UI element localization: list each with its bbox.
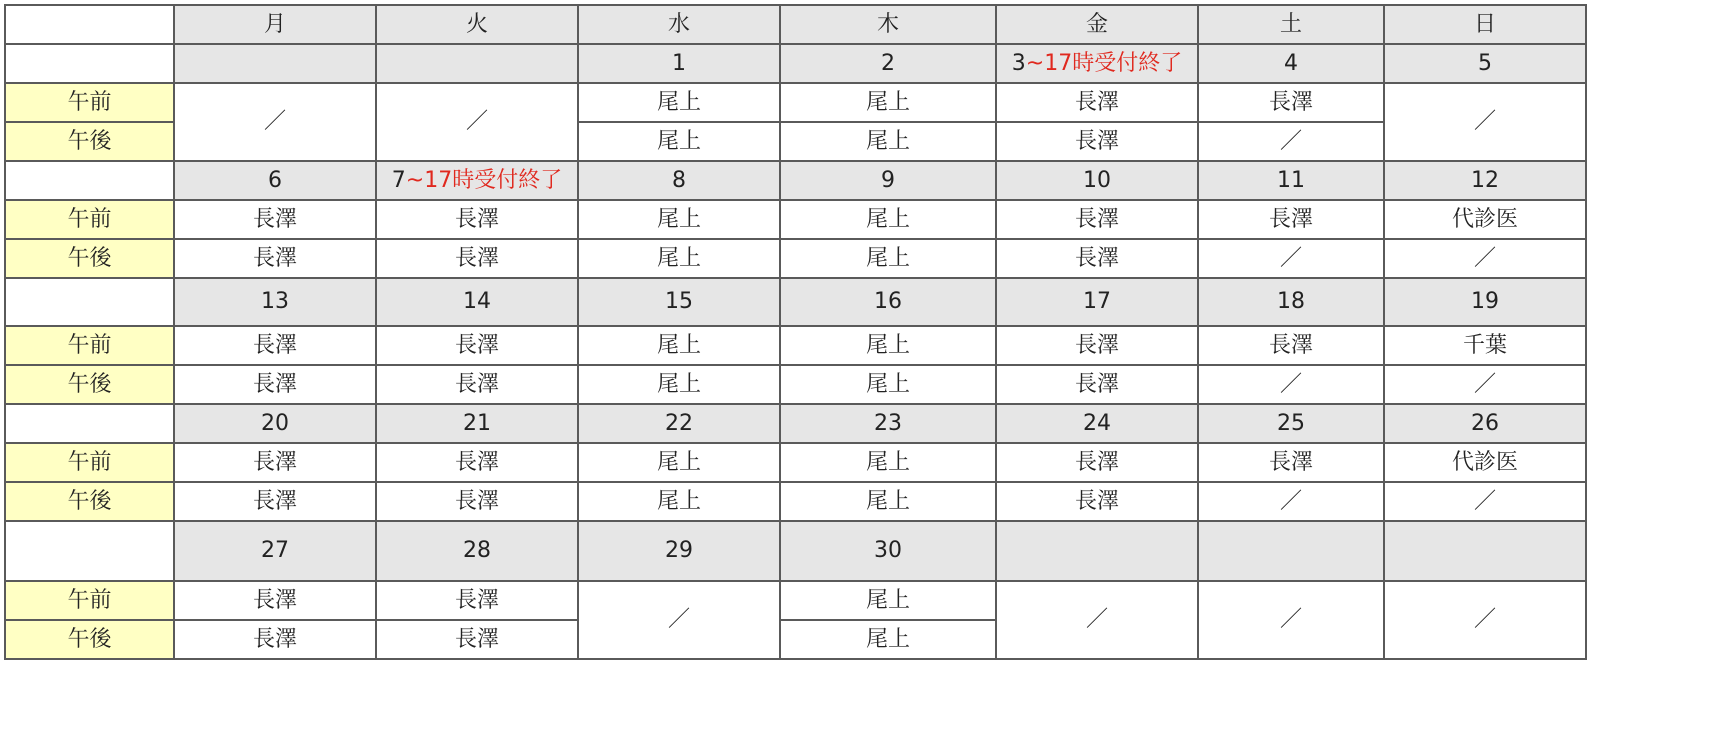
date-cell: 27 bbox=[175, 522, 375, 580]
am-row-week-5 bbox=[6, 582, 1585, 619]
am-row-week-4 bbox=[6, 444, 1585, 481]
doctor-cell: 長澤 bbox=[997, 327, 1197, 364]
doctor-cell: 長澤 bbox=[377, 483, 577, 520]
date-cell-with-notice bbox=[997, 45, 1197, 82]
closed-cell: ／ bbox=[1385, 84, 1585, 160]
pm-row-week-2 bbox=[6, 240, 1585, 277]
doctor-cell: 長澤 bbox=[997, 84, 1197, 121]
date-row-week-4 bbox=[6, 405, 1585, 442]
doctor-cell: 長澤 bbox=[997, 444, 1197, 481]
am-label: 午前 bbox=[6, 582, 173, 619]
date-row-label bbox=[6, 522, 173, 580]
date-cell: 8 bbox=[579, 162, 779, 199]
doctor-cell: 尾上 bbox=[579, 123, 779, 160]
closed-cell: ／ bbox=[1385, 483, 1585, 520]
date-cell-holiday: 26 bbox=[1385, 405, 1585, 442]
date-number: 3 bbox=[1011, 50, 1026, 76]
doctor-cell: 尾上 bbox=[781, 483, 995, 520]
doctor-cell: 長澤 bbox=[377, 582, 577, 619]
doctor-cell: 長澤 bbox=[1199, 201, 1383, 238]
doctor-cell: 尾上 bbox=[579, 327, 779, 364]
date-cell bbox=[175, 45, 375, 82]
am-label: 午前 bbox=[6, 84, 173, 121]
date-cell: 10 bbox=[997, 162, 1197, 199]
date-cell: 2 bbox=[781, 45, 995, 82]
weekday-header-row bbox=[6, 6, 1585, 43]
doctor-cell: 長澤 bbox=[997, 483, 1197, 520]
date-cell-holiday: 19 bbox=[1385, 279, 1585, 325]
doctor-cell: 長澤 bbox=[377, 366, 577, 403]
doctor-cell: 尾上 bbox=[781, 201, 995, 238]
schedule-calendar bbox=[4, 4, 1587, 660]
closed-cell: ／ bbox=[377, 84, 577, 160]
doctor-cell: 長澤 bbox=[175, 240, 375, 277]
corner-cell bbox=[6, 6, 173, 43]
doctor-cell: 長澤 bbox=[377, 240, 577, 277]
am-row-week-2 bbox=[6, 201, 1585, 238]
date-cell bbox=[997, 522, 1197, 580]
date-cell-saturday: 25 bbox=[1199, 405, 1383, 442]
closed-cell: ／ bbox=[1199, 483, 1383, 520]
pm-label: 午後 bbox=[6, 483, 173, 520]
date-cell: 20 bbox=[175, 405, 375, 442]
doctor-cell: 尾上 bbox=[781, 123, 995, 160]
closed-cell: ／ bbox=[997, 582, 1197, 658]
date-cell: 1 bbox=[579, 45, 779, 82]
closed-cell: ／ bbox=[1199, 123, 1383, 160]
date-cell: 17 bbox=[997, 279, 1197, 325]
doctor-cell: 尾上 bbox=[781, 240, 995, 277]
doctor-cell: 尾上 bbox=[781, 621, 995, 658]
date-cell: 13 bbox=[175, 279, 375, 325]
weekday-sun: 日 bbox=[1385, 6, 1585, 43]
doctor-cell: 長澤 bbox=[175, 201, 375, 238]
doctor-cell: 長澤 bbox=[175, 327, 375, 364]
doctor-cell: 長澤 bbox=[175, 483, 375, 520]
date-cell-holiday: 12 bbox=[1385, 162, 1585, 199]
date-cell: 4 bbox=[1199, 45, 1383, 82]
pm-row-week-4 bbox=[6, 483, 1585, 520]
am-label: 午前 bbox=[6, 201, 173, 238]
date-cell: 16 bbox=[781, 279, 995, 325]
doctor-cell: 尾上 bbox=[579, 84, 779, 121]
pm-label: 午後 bbox=[6, 366, 173, 403]
doctor-cell: 長澤 bbox=[175, 444, 375, 481]
doctor-cell: 尾上 bbox=[579, 201, 779, 238]
weekday-mon: 月 bbox=[175, 6, 375, 43]
date-row-label bbox=[6, 405, 173, 442]
am-row-week-1 bbox=[6, 84, 1585, 121]
doctor-cell: 長澤 bbox=[1199, 444, 1383, 481]
date-cell: 22 bbox=[579, 405, 779, 442]
doctor-cell: 長澤 bbox=[377, 327, 577, 364]
doctor-cell: 長澤 bbox=[175, 621, 375, 658]
date-cell: 21 bbox=[377, 405, 577, 442]
doctor-cell: 代診医 bbox=[1385, 444, 1585, 481]
doctor-cell: 代診医 bbox=[1385, 201, 1585, 238]
reception-end-notice: ~17時受付終了 bbox=[405, 167, 563, 193]
date-row-week-1 bbox=[6, 45, 1585, 82]
closed-cell: ／ bbox=[1199, 366, 1383, 403]
date-cell-with-notice bbox=[377, 162, 577, 199]
pm-label: 午後 bbox=[6, 123, 173, 160]
closed-cell: ／ bbox=[1199, 240, 1383, 277]
doctor-cell: 尾上 bbox=[579, 366, 779, 403]
doctor-cell: 長澤 bbox=[997, 123, 1197, 160]
closed-cell: ／ bbox=[1385, 366, 1585, 403]
am-label: 午前 bbox=[6, 327, 173, 364]
doctor-cell: 長澤 bbox=[997, 366, 1197, 403]
date-cell: 15 bbox=[579, 279, 779, 325]
doctor-cell: 長澤 bbox=[175, 366, 375, 403]
doctor-cell: 長澤 bbox=[175, 582, 375, 619]
date-cell: 28 bbox=[377, 522, 577, 580]
weekday-tue: 火 bbox=[377, 6, 577, 43]
date-row-week-3 bbox=[6, 279, 1585, 325]
doctor-cell: 尾上 bbox=[781, 366, 995, 403]
date-cell-holiday: 5 bbox=[1385, 45, 1585, 82]
doctor-cell: 尾上 bbox=[579, 444, 779, 481]
date-cell-holiday: 29 bbox=[579, 522, 779, 580]
closed-cell: ／ bbox=[175, 84, 375, 160]
reception-end-notice: ~17時受付終了 bbox=[1025, 50, 1183, 76]
pm-label: 午後 bbox=[6, 621, 173, 658]
date-cell: 9 bbox=[781, 162, 995, 199]
date-cell: 14 bbox=[377, 279, 577, 325]
pm-label: 午後 bbox=[6, 240, 173, 277]
weekday-sat: 土 bbox=[1199, 6, 1383, 43]
weekday-thu: 木 bbox=[781, 6, 995, 43]
date-row-label bbox=[6, 279, 173, 325]
date-number: 7 bbox=[391, 167, 406, 193]
doctor-cell: 長澤 bbox=[997, 240, 1197, 277]
doctor-cell: 尾上 bbox=[781, 444, 995, 481]
pm-row-week-3 bbox=[6, 366, 1585, 403]
date-cell bbox=[1385, 522, 1585, 580]
date-cell-saturday: 18 bbox=[1199, 279, 1383, 325]
am-row-week-3 bbox=[6, 327, 1585, 364]
doctor-cell: 尾上 bbox=[781, 327, 995, 364]
date-cell: 30 bbox=[781, 522, 995, 580]
closed-cell: ／ bbox=[579, 582, 779, 658]
doctor-cell: 千葉 bbox=[1385, 327, 1585, 364]
date-row-week-2 bbox=[6, 162, 1585, 199]
doctor-cell: 尾上 bbox=[781, 84, 995, 121]
weekday-wed: 水 bbox=[579, 6, 779, 43]
doctor-cell: 長澤 bbox=[377, 621, 577, 658]
closed-cell: ／ bbox=[1385, 240, 1585, 277]
date-cell-saturday: 11 bbox=[1199, 162, 1383, 199]
doctor-cell: 長澤 bbox=[1199, 84, 1383, 121]
am-label: 午前 bbox=[6, 444, 173, 481]
date-cell bbox=[1199, 522, 1383, 580]
date-cell: 6 bbox=[175, 162, 375, 199]
date-cell: 24 bbox=[997, 405, 1197, 442]
weekday-fri: 金 bbox=[997, 6, 1197, 43]
date-row-week-5 bbox=[6, 522, 1585, 580]
date-cell: 23 bbox=[781, 405, 995, 442]
date-row-label bbox=[6, 162, 173, 199]
doctor-cell: 長澤 bbox=[997, 201, 1197, 238]
date-cell bbox=[377, 45, 577, 82]
closed-cell: ／ bbox=[1199, 582, 1383, 658]
date-row-label bbox=[6, 45, 173, 82]
doctor-cell: 尾上 bbox=[781, 582, 995, 619]
doctor-cell: 長澤 bbox=[377, 444, 577, 481]
closed-cell: ／ bbox=[1385, 582, 1585, 658]
doctor-cell: 長澤 bbox=[377, 201, 577, 238]
doctor-cell: 尾上 bbox=[579, 240, 779, 277]
doctor-cell: 尾上 bbox=[579, 483, 779, 520]
doctor-cell: 長澤 bbox=[1199, 327, 1383, 364]
